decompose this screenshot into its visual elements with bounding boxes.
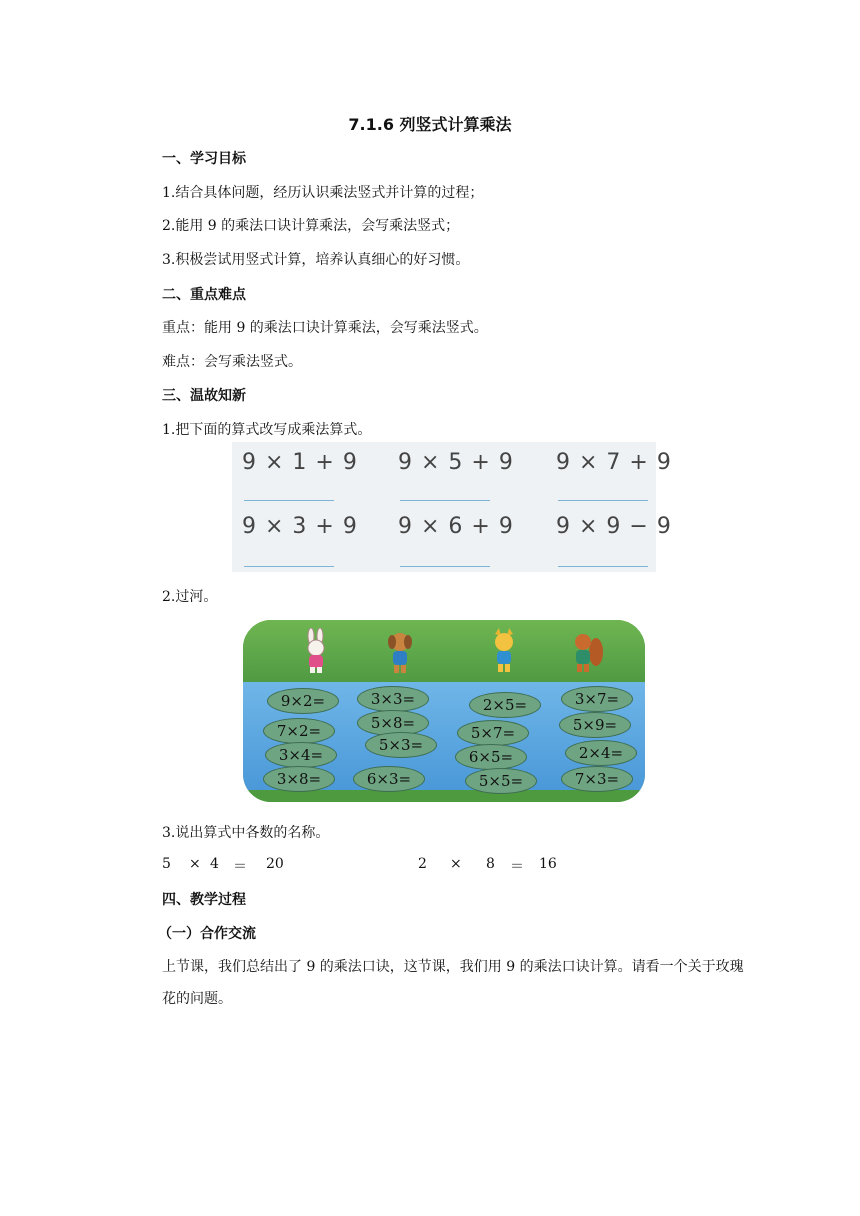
equals-sign: ＝: [233, 859, 247, 875]
answer-line: [400, 566, 490, 567]
stone: 7×3=: [561, 766, 633, 792]
equals-sign: ＝: [510, 859, 524, 875]
answer-line: [244, 566, 334, 567]
rabbit-icon: [298, 628, 334, 674]
stone: 3×7=: [561, 686, 633, 712]
key-point: 重点：能用 9 的乘法口诀计算乘法，会写乘法竖式。: [162, 320, 488, 336]
factor: 8: [486, 856, 495, 872]
expression: 9 × 5 + 9: [398, 450, 514, 475]
stone: 5×8=: [357, 710, 429, 736]
product: 20: [266, 856, 284, 872]
expression: 9 × 6 + 9: [398, 514, 514, 539]
stone: 6×3=: [353, 766, 425, 792]
stone: 9×2=: [267, 688, 339, 714]
question-1: 1.把下面的算式改写成乘法算式。: [162, 422, 372, 438]
stone: 3×8=: [263, 766, 335, 792]
product: 16: [539, 856, 557, 872]
section-heading-goals: 一、学习目标: [162, 151, 246, 167]
section-heading-keypoints: 二、重点难点: [162, 287, 246, 303]
stone: 7×2=: [263, 718, 335, 744]
question-2: 2.过河。: [162, 589, 218, 605]
expression: 9 × 1 + 9: [242, 450, 358, 475]
difficult-point: 难点：会写乘法竖式。: [162, 354, 302, 370]
expression-panel: [232, 442, 672, 572]
stone: 2×4=: [565, 740, 637, 766]
stone: 2×5=: [469, 692, 541, 718]
stone: 5×3=: [365, 732, 437, 758]
expression: 9 × 9 − 9: [556, 514, 672, 539]
stone: 3×4=: [265, 742, 337, 768]
factor: 5: [162, 856, 171, 872]
times-sign: ×: [189, 856, 201, 872]
dog-icon: [382, 628, 418, 674]
river-crossing-illustration: [243, 620, 645, 802]
goal-item-3: 3.积极尝试用竖式计算，培养认真细心的好习惯。: [162, 252, 470, 268]
cat-icon: [486, 628, 522, 674]
expression: 9 × 3 + 9: [242, 514, 358, 539]
page-title: 7.1.6 列竖式计算乘法: [348, 115, 512, 134]
stone: 3×3=: [357, 686, 429, 712]
question-3: 3.说出算式中各数的名称。: [162, 825, 330, 841]
stone: 5×5=: [465, 768, 537, 794]
answer-line: [244, 500, 334, 501]
section-heading-review: 三、温故知新: [162, 388, 246, 404]
section-heading-process: 四、教学过程: [162, 892, 246, 908]
subsection-heading: （一）合作交流: [158, 926, 256, 942]
expression: 9 × 7 + 9: [556, 450, 672, 475]
goal-item-1: 1.结合具体问题，经历认识乘法竖式并计算的过程；: [162, 185, 484, 201]
stone: 5×7=: [457, 720, 529, 746]
factor: 2: [418, 856, 427, 872]
answer-line: [400, 500, 490, 501]
stone: 5×9=: [559, 712, 631, 738]
answer-line: [558, 500, 648, 501]
stone: 6×5=: [455, 744, 527, 770]
answer-line: [558, 566, 648, 567]
times-sign: ×: [450, 856, 462, 872]
intro-paragraph: 上节课，我们总结出了 9 的乘法口诀，这节课，我们用 9 的乘法口诀计算。请看一个关于玫瑰花的问题。: [162, 959, 744, 1007]
squirrel-icon: [568, 628, 604, 674]
goal-item-2: 2.能用 9 的乘法口诀计算乘法，会写乘法竖式；: [162, 218, 460, 234]
factor: 4: [210, 856, 219, 872]
